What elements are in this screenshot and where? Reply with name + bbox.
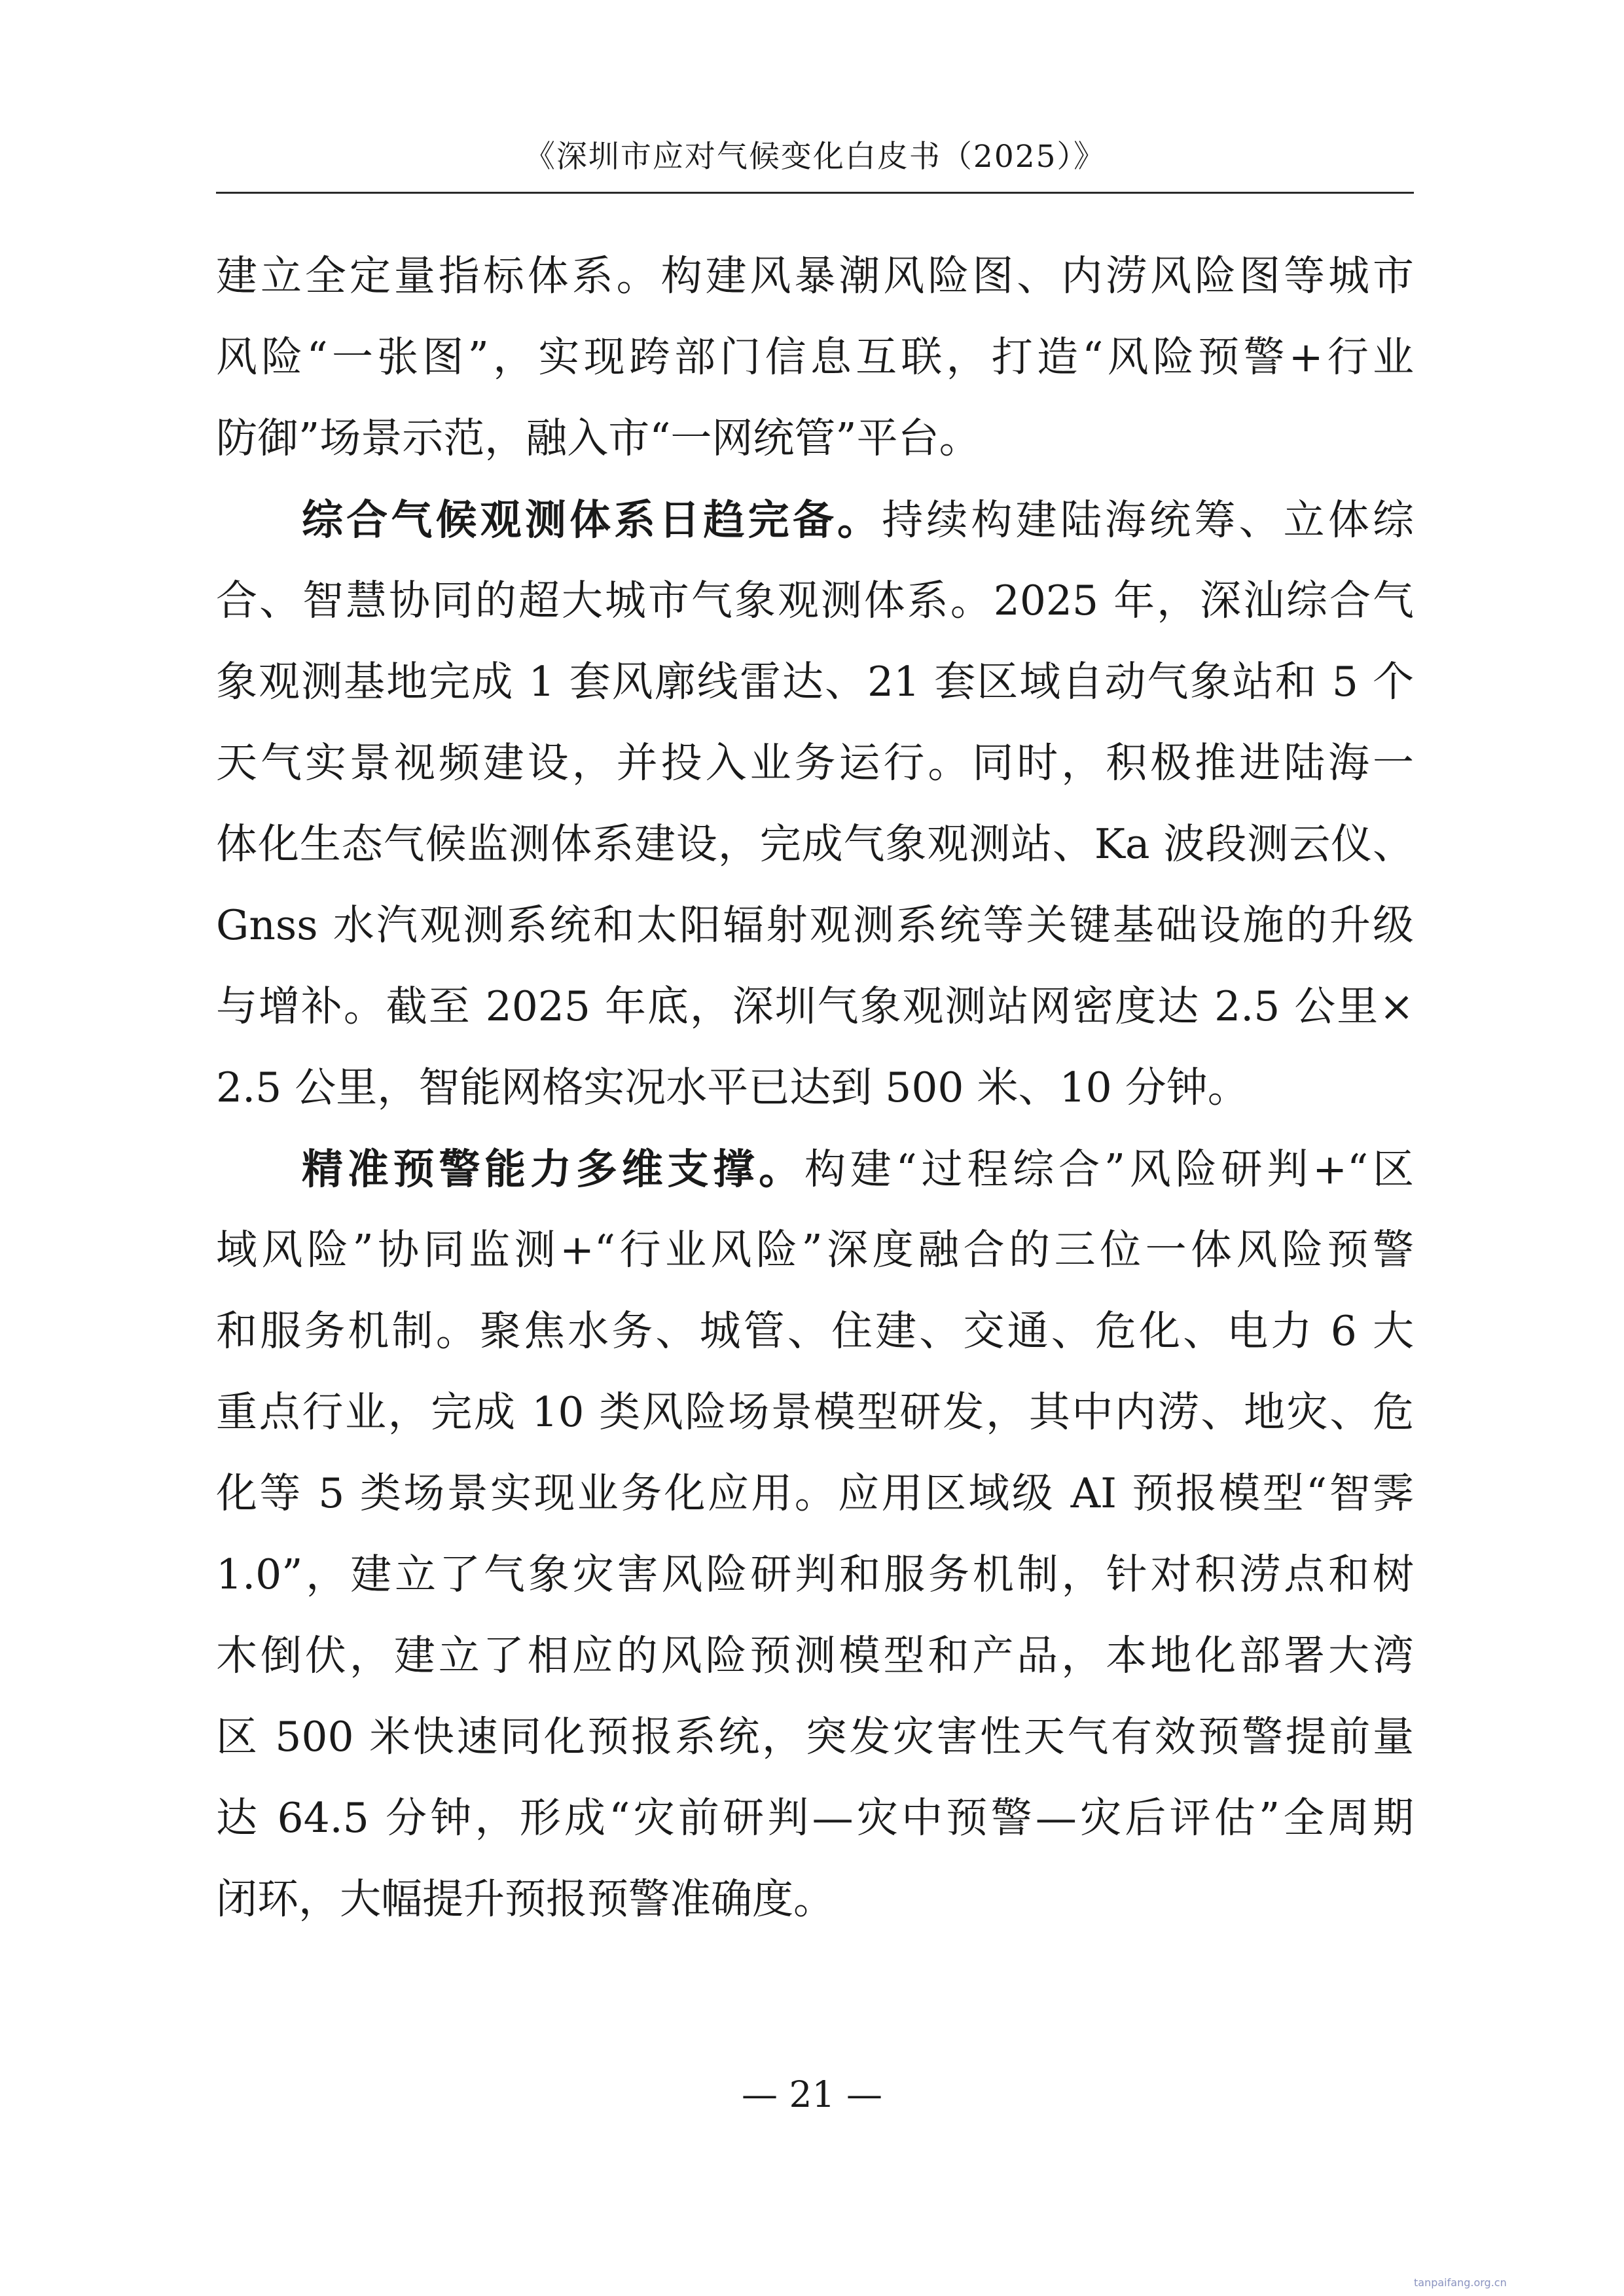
text-line: 防御”场景示范，融入市“一网统管”平台。: [216, 414, 981, 462]
section-lead-text: 持续构建陆海统筹、立体综: [882, 496, 1414, 544]
text-line: 木倒伏，建立了相应的风险预测模型和产品，本地化部署大湾: [216, 1632, 1414, 1679]
header-divider: [216, 192, 1414, 194]
text-line: 天气实景视频建设，并投入业务运行。同时，积极推进陆海一: [216, 739, 1414, 787]
text-line: 风险“一张图”，实现跨部门信息互联，打造“风险预警+行业: [216, 333, 1414, 381]
text-line: 体化生态气候监测体系建设，完成气象观测站、Ka 波段测云仪、: [216, 820, 1414, 868]
text-line: 象观测基地完成 1 套风廓线雷达、21 套区域自动气象站和 5 个: [216, 658, 1414, 706]
text-line: 2.5 公里，智能网格实况水平已达到 500 米、10 分钟。: [216, 1064, 1249, 1111]
text-line: 与增补。截至 2025 年底，深圳气象观测站网密度达 2.5 公里×: [216, 982, 1414, 1030]
section-lead-line: [216, 1128, 1414, 1210]
text-line: 重点行业，完成 10 类风险场景模型研发，其中内涝、地灾、危: [216, 1388, 1414, 1436]
text-line: 区 500 米快速同化预报系统，突发灾害性天气有效预警提前量: [216, 1713, 1414, 1761]
section-heading: 精准预警能力多维支撑。: [302, 1145, 804, 1193]
text-line: 合、智慧协同的超大城市气象观测体系。2025 年，深汕综合气: [216, 577, 1414, 624]
section-lead-line: [216, 479, 1414, 560]
page-number: — 21 —: [742, 2073, 882, 2115]
text-line: 化等 5 类场景实现业务化应用。应用区域级 AI 预报模型“智霁: [216, 1469, 1414, 1517]
text-line: 1.0”，建立了气象灾害风险研判和服务机制，针对积涝点和树: [216, 1551, 1414, 1598]
text-line: Gnss 水汽观测系统和太阳辐射观测系统等关键基础设施的升级: [216, 901, 1414, 949]
text-line: 和服务机制。聚焦水务、城管、住建、交通、危化、电力 6 大: [216, 1307, 1414, 1355]
body-text: [216, 236, 1414, 1940]
text-line: 达 64.5 分钟，形成“灾前研判—灾中预警—灾后评估”全周期: [216, 1794, 1414, 1842]
section-lead-text: 构建“过程综合”风险研判+“区: [804, 1145, 1414, 1193]
text-line: 闭环，大幅提升预报预警准确度。: [216, 1875, 835, 1923]
document-header-title: 《深圳市应对气候变化白皮书（2025）》: [524, 139, 1106, 175]
watermark-text: tanpaifang.org.cn: [1414, 2276, 1507, 2289]
section-heading: 综合气候观测体系日趋完备。: [302, 495, 882, 544]
text-line: 建立全定量指标体系。构建风暴潮风险图、内涝风险图等城市: [216, 252, 1414, 300]
text-line: 域风险”协同监测+“行业风险”深度融合的三位一体风险预警: [216, 1226, 1414, 1274]
